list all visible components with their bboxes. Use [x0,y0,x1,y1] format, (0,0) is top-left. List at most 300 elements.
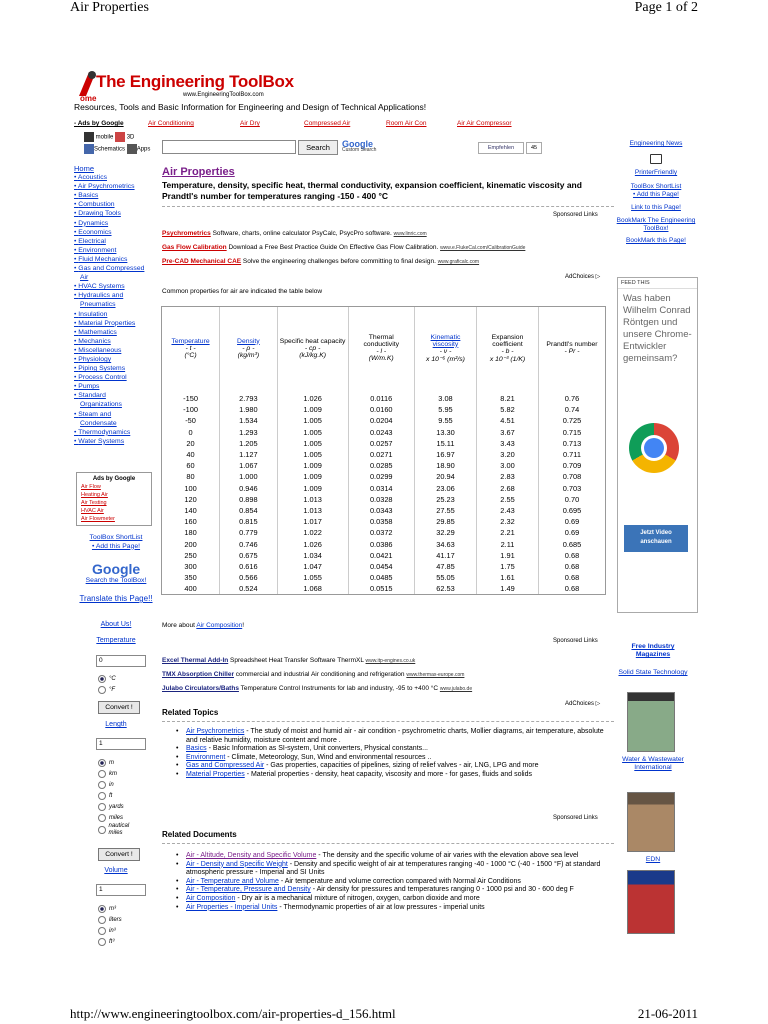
col-name: Thermal conductivity [363,334,399,348]
table-cell: 27.55 [414,505,476,516]
sponsored-ad[interactable] [162,671,464,678]
list-item [176,754,612,763]
length-input[interactable]: 1 [96,738,146,750]
table-cell: 180 [162,527,220,538]
table-cell: 55.05 [414,572,476,583]
table-cell: 300 [162,561,220,572]
list-item [176,861,612,878]
topic-link[interactable]: Environment [186,753,226,761]
length-converter-label[interactable]: Length [105,721,127,728]
radio-label: miles [109,814,124,821]
radio-label: ft³ [109,938,115,945]
table-cell: 1.205 [220,438,278,449]
related-documents-heading: Related Documents [162,830,237,839]
chrome-logo-icon [629,423,679,473]
table-cell: 1.980 [220,404,278,415]
topic-link[interactable]: Gas and Compressed Air [186,762,265,770]
nav-item[interactable]: Air [80,274,89,282]
ad-title[interactable]: Psychrometrics [162,230,211,237]
table-row [162,561,605,572]
magazine-link[interactable]: Solid State Technology [618,669,688,677]
table-cell: 1.000 [220,471,278,482]
search-toolbox-link[interactable]: Search the ToolBox! [85,577,147,584]
radio[interactable] [98,686,106,694]
sponsored-ad[interactable] [162,230,427,237]
doc-link[interactable]: Air Properties - Imperial Units [186,903,278,911]
table-cell: 0.0515 [348,583,414,594]
ad-url[interactable]: www.itp-engines.co.uk [365,658,416,664]
table-cell: 2.11 [476,538,538,549]
topic-link[interactable]: Air Psychrometrics [186,728,245,735]
ad-title[interactable]: Gas Flow Calibration [162,244,227,251]
video-button[interactable]: Jetzt Video anschauen [624,525,688,552]
table-cell: -150 [162,393,220,404]
table-cell: 0.713 [562,438,582,448]
ad-link-air-dry[interactable]: Air Dry [240,120,260,127]
table-cell: 2.32 [476,516,538,527]
table-cell: 3.00 [476,460,538,471]
nav-item[interactable]: • HVAC Systems [74,282,160,291]
table-header-row [162,307,605,389]
chrome-ad[interactable] [617,277,698,613]
free-magazines-link[interactable]: Free Industry Magazines [631,643,675,659]
table-cell: 0.709 [562,461,582,471]
convert-length-button[interactable]: Convert ! [98,848,140,861]
table-cell: 1.005 [277,449,348,460]
table-cell: 0.695 [562,505,582,515]
nav-item[interactable]: • Environment [74,246,160,255]
nav-item[interactable]: • Material Properties [74,319,160,328]
ad-url[interactable]: www.e.FlukeCal.com/CalibrationGuide [440,245,526,251]
magazine-link[interactable]: Water & Wastewater International [622,756,684,772]
table-cell: 0.0160 [348,404,414,415]
table-cell: 400 [162,583,220,594]
adchoices-label[interactable]: AdChoices ▷ [565,274,601,280]
table-cell: 1.009 [277,404,348,415]
doc-text: - Density and specific weight of air at temperatures ranging -40 - 1000 °C (-40 - 1500 °F) at standard atmospheric pressure - Imperial and SI Units [186,860,601,877]
nav-home[interactable]: Home [74,164,95,173]
sponsored-links-label: Sponsored Links [553,815,598,821]
nav-item[interactable]: • Hydraulics and [74,291,160,300]
print-footer-date: 21-06-2011 [637,1006,698,1021]
mobile-icon [84,132,94,142]
topic-link[interactable]: Material Properties [186,770,245,778]
doc-text: - Thermodynamic properties of air at low pressures - imperial units [277,903,485,911]
doc-link[interactable]: Air - Temperature, Pressure and Density [186,886,311,894]
unit-radio-km[interactable] [98,768,117,779]
apps-link[interactable]: Apps [136,146,151,153]
temperature-input[interactable]: 0 [96,655,146,667]
table-cell: 0.0271 [348,449,414,460]
related-documents-list [176,852,612,912]
table-cell: 62.53 [414,583,476,594]
ad-text: commercial and industrial Air conditioning and refrigeration [235,671,405,678]
table-row [162,516,605,527]
table-cell: 1.055 [277,572,348,583]
nav-item[interactable]: • Process Control [74,373,160,382]
sponsored-ad[interactable] [162,657,415,664]
volume-converter-label[interactable]: Volume [104,867,128,874]
search-button[interactable]: Search [298,140,338,155]
table-cell: 3.43 [476,438,538,449]
col-name: Prandtl's number [546,341,598,348]
table-row [162,505,605,516]
bookmark-toolbox-link[interactable]: BookMark The Engineering ToolBox! [616,217,696,232]
radio-label: in³ [109,927,116,934]
ad-url[interactable]: www.thermax-europe.com [406,672,465,678]
ad-text: Solve the engineering challenges before committing to final design. [242,258,436,265]
apps-links [84,132,154,154]
table-cell: 1.026 [277,538,348,549]
table-cell: 0.0285 [348,460,414,471]
translate-link[interactable]: Translate this Page!! [79,594,153,603]
table-cell: 1.005 [277,438,348,449]
ad-text: Download a Free Best Practice Guide On Effective Gas Flow Calibration. [228,244,439,251]
unit-radio-c[interactable] [98,673,116,684]
volume-input[interactable]: 1 [96,884,146,896]
nav-item[interactable]: • Basics [74,191,160,200]
ads-by-google-label: - Ads by Google [74,120,124,127]
table-cell: 1.127 [220,449,278,460]
printer-icon[interactable] [650,154,662,164]
table-cell: 0.0243 [348,427,414,438]
air-composition-link[interactable]: Air Composition [196,622,243,629]
table-cell: 0.0314 [348,483,414,494]
table-cell: 0.815 [220,516,278,527]
ad-text: Temperature Control Instruments for lab and industry, -95 to +400 °C [240,685,439,692]
table-cell: 40 [162,449,220,460]
table-cell: 0.68 [564,584,580,594]
table-row [162,427,605,438]
nav-item[interactable]: • Piping Systems [74,364,160,373]
doc-link[interactable]: Air - Altitude, Density and Specific Volume [186,852,317,859]
radio[interactable] [98,916,106,924]
ad-title[interactable]: Excel Thermal Add-In [162,657,229,664]
sponsored-ad[interactable] [162,258,479,265]
google-logo: Google [92,561,141,577]
left-ad-link[interactable]: Heating Air [81,492,108,498]
engineering-news-link[interactable]: Engineering News [629,140,683,147]
col-name[interactable]: Temperature [171,337,210,345]
radio[interactable] [98,938,106,946]
radio-label: in [109,781,114,788]
table-cell: 0.69 [564,528,580,538]
ad-link-room-air-con[interactable]: Room Air Con [386,120,427,127]
table-cell: 0.0485 [348,572,414,583]
nav-item[interactable]: • Physiology [74,355,160,364]
table-cell: 0.854 [220,505,278,516]
print-header-page: Page 1 of 2 [634,0,698,15]
col-name[interactable]: Kinematic viscosity [430,333,461,348]
sponsored-links-label: Sponsored Links [553,212,598,218]
radio-label: m³ [109,905,116,912]
col-symbol: - cp - [304,344,321,352]
nav-item[interactable]: • Drawing Tools [74,209,160,218]
table-cell: 9.55 [414,415,476,426]
ad-url[interactable]: www.julabo.de [439,686,473,692]
table-cell: 0.725 [562,416,582,426]
table-cell: 0.946 [220,483,278,494]
table-cell: 1.017 [277,516,348,527]
table-cell: 2.55 [476,494,538,505]
table-cell: 16.97 [414,449,476,460]
unit-radio-ft3[interactable] [98,936,114,947]
nav-item[interactable]: • Steam and [74,410,160,419]
table-cell: 23.06 [414,483,476,494]
table-cell: 0.746 [220,538,278,549]
ad-url[interactable]: www.linric.com [393,231,427,237]
table-cell: 0.68 [564,573,580,583]
table-cell: 0.0421 [348,550,414,561]
ad-link-compressed-air[interactable]: Compressed Air [304,120,351,127]
table-row [162,471,605,482]
home-link[interactable]: ome [80,94,97,103]
topic-text: - Climate, Meteorology, Sun, Wind and environmental resources .. [225,753,432,761]
nav-item[interactable]: • Standard [74,391,160,400]
nav-item[interactable]: • Combustion [74,200,160,209]
nav-item[interactable]: • Miscellaneous [74,346,160,355]
shortlist-link[interactable]: ToolBox ShortList [89,534,143,541]
unit-radio-yards[interactable] [98,801,124,812]
add-page-link[interactable]: • Add this Page! [632,191,679,198]
topic-text: - Material properties - density, heat capacity, viscosity and more - for gases, fluids and solids [244,770,533,778]
table-cell: 0 [162,427,220,438]
ad-title[interactable]: Julabo Circulators/Baths [162,685,239,692]
nav-item[interactable]: • Dynamics [74,219,160,228]
edn-cover-image[interactable] [627,870,675,934]
left-ad-link[interactable]: Air Flow [81,484,101,490]
convert-temperature-button[interactable]: Convert ! [98,701,140,714]
table-cell: 0.68 [564,550,580,560]
table-cell: 1.75 [476,561,538,572]
table-cell: 0.76 [564,394,580,404]
table-cell: 1.067 [220,460,278,471]
table-cell: 0.0343 [348,505,414,516]
col-symbol: - Pr - [564,348,580,355]
unit-radio-liters[interactable] [98,914,122,925]
magazine-link[interactable]: EDN [645,856,661,863]
table-cell: 1.009 [277,483,348,494]
site-url: www.EngineeringToolBox.com [183,92,264,98]
nav-item[interactable]: • Fluid Mechanics [74,255,160,264]
nav-item[interactable]: • Economics [74,228,160,237]
water-wastewater-cover-image[interactable] [627,792,675,852]
table-cell: 3.67 [476,427,538,438]
ad-url[interactable]: www.graficalc.com [437,259,480,265]
table-cell: 3.08 [414,393,476,404]
nav-item[interactable]: Organizations [80,401,122,409]
link-to-page[interactable]: Link to this Page! [631,204,681,211]
table-cell: 1.009 [277,471,348,482]
bookmark-page-link[interactable]: BookMark this Page! [626,237,686,244]
table-cell: 0.616 [220,561,278,572]
table-cell: 0.74 [564,405,580,415]
sponsored-ad[interactable] [162,244,614,251]
schematics-icon [84,144,94,154]
right-column [616,140,696,245]
table-cell: 1.61 [476,572,538,583]
table-cell: 0.566 [220,572,278,583]
radio-selected[interactable] [98,759,106,767]
nav-item[interactable]: • Gas and Compressed [74,264,160,273]
more-about [162,622,244,629]
list-item [176,878,612,887]
nav-item[interactable]: • Air Psychrometrics [74,182,160,191]
table-cell: 2.68 [476,483,538,494]
col-name: Specific heat capacity [279,337,346,345]
left-ad-link[interactable]: HVAC Air [81,508,104,514]
table-cell: 2.21 [476,527,538,538]
table-cell: 100 [162,483,220,494]
topic-link[interactable]: Basics [186,745,207,753]
unit-radio-m3[interactable] [98,903,116,914]
ad-title[interactable]: Pre-CAD Mechanical CAE [162,258,242,265]
radio[interactable] [98,803,106,811]
apple-icon [127,144,137,154]
doc-link[interactable]: Air - Temperature and Volume [186,877,279,885]
radio-label: m [109,759,114,766]
topic-text: - Basic Information as SI-system, Unit converters, Physical constants... [206,745,428,753]
doc-link[interactable]: Air - Density and Specific Weight [186,860,288,868]
search-input[interactable] [162,140,296,154]
3d-link[interactable]: 3D [126,134,135,141]
table-cell: 160 [162,516,220,527]
nav-item[interactable]: • Acoustics [74,173,160,182]
table-cell: 18.90 [414,460,476,471]
nav-item[interactable]: • Water Systems [74,437,160,446]
radio[interactable] [98,814,106,822]
empfehlen-button[interactable]: Empfehlen [478,142,524,154]
adchoices-label[interactable]: AdChoices ▷ [565,701,601,707]
radio-label: nautical miles [108,823,130,836]
left-ad-link[interactable]: Air Flowmeter [81,516,115,522]
table-cell: 1.293 [220,427,278,438]
site-logo[interactable]: The Engineering ToolBox [96,72,294,91]
radio[interactable] [98,927,106,935]
radio-label: °F [109,686,116,693]
table-cell: 0.0358 [348,516,414,527]
unit-radio-in3[interactable] [98,925,116,936]
more-about-suffix: ! [242,622,245,629]
related-topics-heading: Related Topics [162,708,219,717]
table-cell: 41.17 [414,550,476,561]
col-unit: (W/m.K) [368,355,394,362]
radio[interactable] [98,826,106,834]
table-cell: 350 [162,572,220,583]
unit-radio-ft[interactable] [98,790,112,801]
col-name: Expansion coefficient [491,333,524,348]
unit-radio-in[interactable] [98,779,114,790]
nav-item[interactable]: • Thermodynamics [74,428,160,437]
table-cell: 20.94 [414,471,476,482]
table-cell: 0.715 [562,427,582,437]
sponsored-ad[interactable] [162,685,472,692]
table-cell: 0.708 [562,472,582,482]
col-name[interactable]: Density [237,337,260,345]
ad-feed-label: FEED THIS [618,278,697,289]
nav-item[interactable]: • Electrical [74,237,160,246]
unit-radio-m[interactable] [98,757,114,768]
3d-icon [115,132,125,142]
radio[interactable] [98,770,106,778]
table-cell: 3.20 [476,449,538,460]
nav-item[interactable]: Condensate [80,419,117,427]
nav-item[interactable]: Pneumatics [80,301,116,309]
list-item [176,904,612,913]
radio-selected[interactable] [98,905,106,913]
unit-radio-nautical-miles[interactable] [98,823,142,837]
table-cell: 200 [162,538,220,549]
divider [162,206,614,207]
col-unit: (kJ/kg.K) [299,351,326,359]
table-cell: 1.022 [277,527,348,538]
doc-link[interactable]: Air Composition [186,894,236,902]
table-cell: 1.005 [277,427,348,438]
left-ad-link[interactable]: Air Testing [81,500,107,506]
table-cell: 32.29 [414,527,476,538]
table-cell: 1.013 [277,505,348,516]
ad-title[interactable]: TMX Absorption Chiller [162,671,234,678]
toolbox-shortlist-left [76,534,156,551]
table-cell: 1.026 [277,393,348,404]
table-row [162,404,605,415]
table-row [162,483,605,494]
nav-item[interactable]: • Mathematics [74,328,160,337]
nav-item[interactable]: • Mechanics [74,337,160,346]
table-cell: 1.009 [277,460,348,471]
ad-text: Software, charts, online calculator PsyCalc, PsycPro software. [212,230,392,237]
temperature-converter-label[interactable]: Temperature [96,637,136,644]
table-cell: -50 [162,415,220,426]
table-cell: 5.82 [476,404,538,415]
table-cell: 1.91 [476,550,538,561]
radio[interactable] [98,781,106,789]
table-cell: 0.779 [220,527,278,538]
ad-link-air-conditioning[interactable]: Air Conditioning [148,120,194,127]
unit-radio-f[interactable] [98,684,115,695]
printer-friendly-link[interactable]: PrinterFriendly [634,169,678,176]
table-row [162,438,605,449]
sponsored-links-label: Sponsored Links [553,638,598,644]
properties-table [161,306,606,595]
table-cell: -100 [162,404,220,415]
nav-item[interactable]: • Insulation [74,310,160,319]
intro-text: Common properties for air are indicated the table below [162,288,323,295]
print-footer-url: http://www.engineeringtoolbox.com/air-properties-d_156.html [70,1006,396,1021]
add-page-link[interactable]: • Add this Page! [91,542,141,550]
table-cell: 80 [162,471,220,482]
ad-link-air-compressor[interactable]: Air Air Compressor [457,120,512,127]
topic-text: - The study of moist and humid air - air condition - psychrometric charts, Mollier diagrams, air temperature, absolute and relative humidity, moisture content and more . [186,728,604,744]
ad-text: Was haben Wilhelm Conrad Röntgen und unsere Chrome-Entwickler gemeinsam? [623,293,692,364]
col-unit: x 10⁻³ (1/K) [489,355,526,363]
col-density [220,307,278,389]
table-row [162,415,605,426]
radio[interactable] [98,792,106,800]
radio-label: °C [109,675,116,682]
nav-item[interactable]: • Pumps [74,382,160,391]
shortlist-link[interactable]: ToolBox ShortList [630,183,682,190]
page-title[interactable]: Air Properties [162,166,235,178]
mobile-link[interactable]: mobile [95,134,114,141]
schematics-link[interactable]: Schematics [94,146,126,153]
radio-label: ft [109,792,113,799]
radio-selected[interactable] [98,675,106,683]
about-link[interactable]: About Us! [100,621,132,628]
unit-radio-miles[interactable] [98,812,123,823]
table-cell: 1.005 [277,415,348,426]
solid-state-cover-image[interactable] [627,692,675,752]
